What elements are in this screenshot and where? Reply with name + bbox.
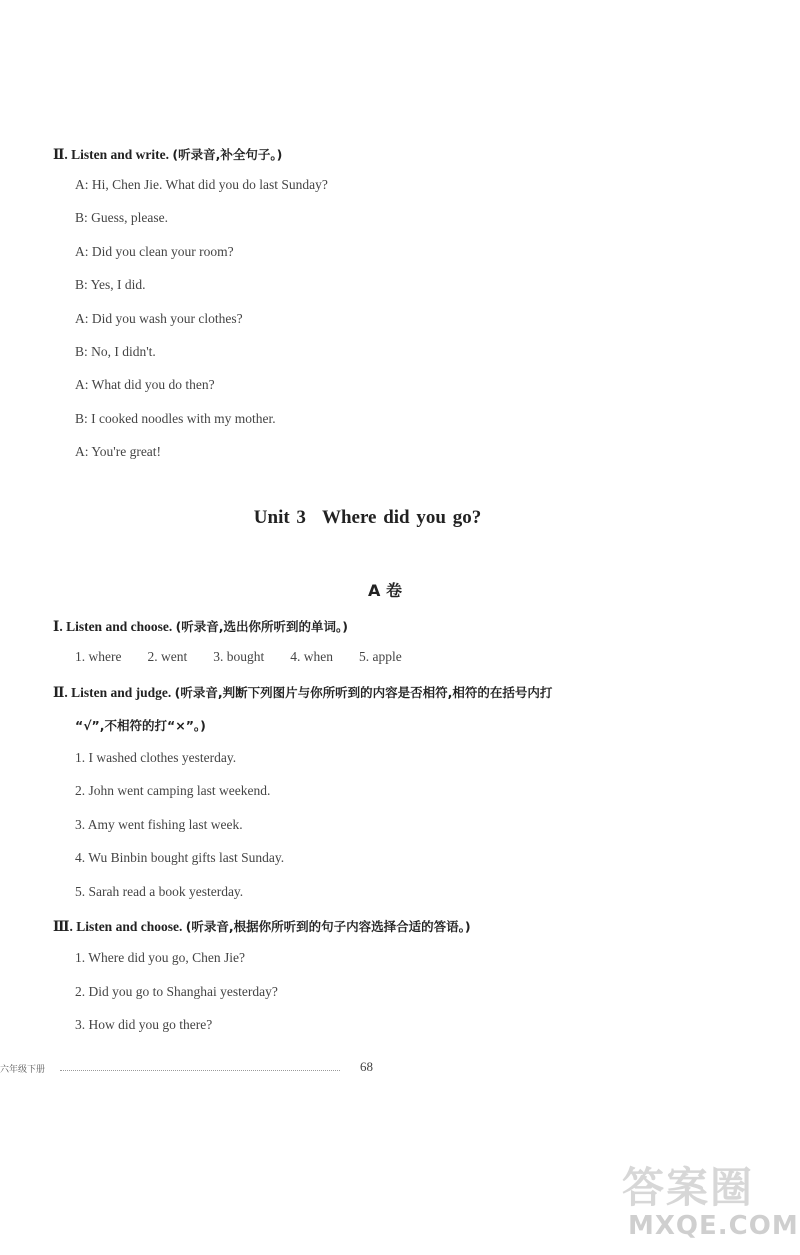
footer-grade-label: 六年级下册 (0, 1065, 46, 1075)
watermark-logo (600, 1155, 799, 1250)
part3-sentence-3: 3. How did you go there? (75, 1017, 213, 1032)
dialogue-line-5: A: Did you wash your clothes? (75, 311, 243, 326)
part2-heading-en: Ⅱ. Listen and judge. (53, 685, 172, 700)
word-item: 2. went (147, 649, 188, 664)
unit-name: Where did you go? (321, 507, 482, 528)
part1-heading-en: Ⅰ. Listen and choose. (53, 619, 173, 634)
listen-write-heading (53, 145, 282, 163)
dialogue-line-1: A: Hi, Chen Jie. What did you do last Sunday? (75, 177, 328, 192)
part2-sentence-5: 5. Sarah read a book yesterday. (75, 884, 244, 899)
dialogue-line-3: A: Did you clean your room? (75, 244, 234, 259)
part1-heading (53, 617, 348, 635)
page-number: 68 (360, 1059, 373, 1074)
part3-sentence-2: 2. Did you go to Shanghai yesterday? (75, 984, 278, 999)
listen-write-heading-cn: (听录音,补全句子。) (172, 147, 283, 162)
part3-heading-en: Ⅲ. Listen and choose. (53, 919, 183, 934)
footer-dotted-rule (60, 1070, 340, 1071)
word-item: 4. when (290, 649, 333, 664)
watermark-top-text: 答案圈 (622, 1163, 755, 1212)
dialogue-line-4: B: Yes, I did. (75, 277, 146, 292)
unit-label: Unit 3 (253, 507, 306, 528)
watermark-bottom-text: MXQE.COM (628, 1211, 799, 1241)
word-item: 1. where (75, 649, 122, 664)
part3-heading (53, 917, 471, 935)
dialogue-line-6: B: No, I didn't. (75, 344, 156, 359)
part2-sentence-3: 3. Amy went fishing last week. (75, 817, 243, 832)
dialogue-line-9: A: You're great! (75, 444, 162, 459)
part2-heading-cn: (听录音,判断下列图片与你所听到的内容是否相符,相符的在括号内打 (174, 685, 553, 700)
word-item: 5. apple (359, 649, 402, 664)
part1-heading-cn: (听录音,选出你所听到的单词。) (175, 619, 349, 634)
paper-a-title: A 卷 (368, 581, 402, 600)
part3-heading-cn: (听录音,根据你所听到的句子内容选择合适的答语。) (185, 919, 471, 934)
unit-title (0, 507, 735, 529)
part2-heading (53, 683, 552, 701)
dialogue-line-2: B: Guess, please. (75, 210, 168, 225)
part3-sentence-1: 1. Where did you go, Chen Jie? (75, 950, 245, 965)
part2-sentence-2: 2. John went camping last weekend. (75, 783, 271, 798)
part2-heading-continued: “√”,不相符的打“×”。) (75, 718, 206, 733)
part2-sentence-4: 4. Wu Binbin bought gifts last Sunday. (75, 850, 285, 865)
dialogue-line-8: B: I cooked noodles with my mother. (75, 411, 276, 426)
listen-write-heading-en: Ⅱ. Listen and write. (53, 147, 170, 162)
word-item: 3. bought (213, 649, 265, 664)
part1-word-list (75, 649, 428, 665)
dialogue-line-7: A: What did you do then? (75, 377, 215, 392)
part2-sentence-1: 1. I washed clothes yesterday. (75, 750, 237, 765)
